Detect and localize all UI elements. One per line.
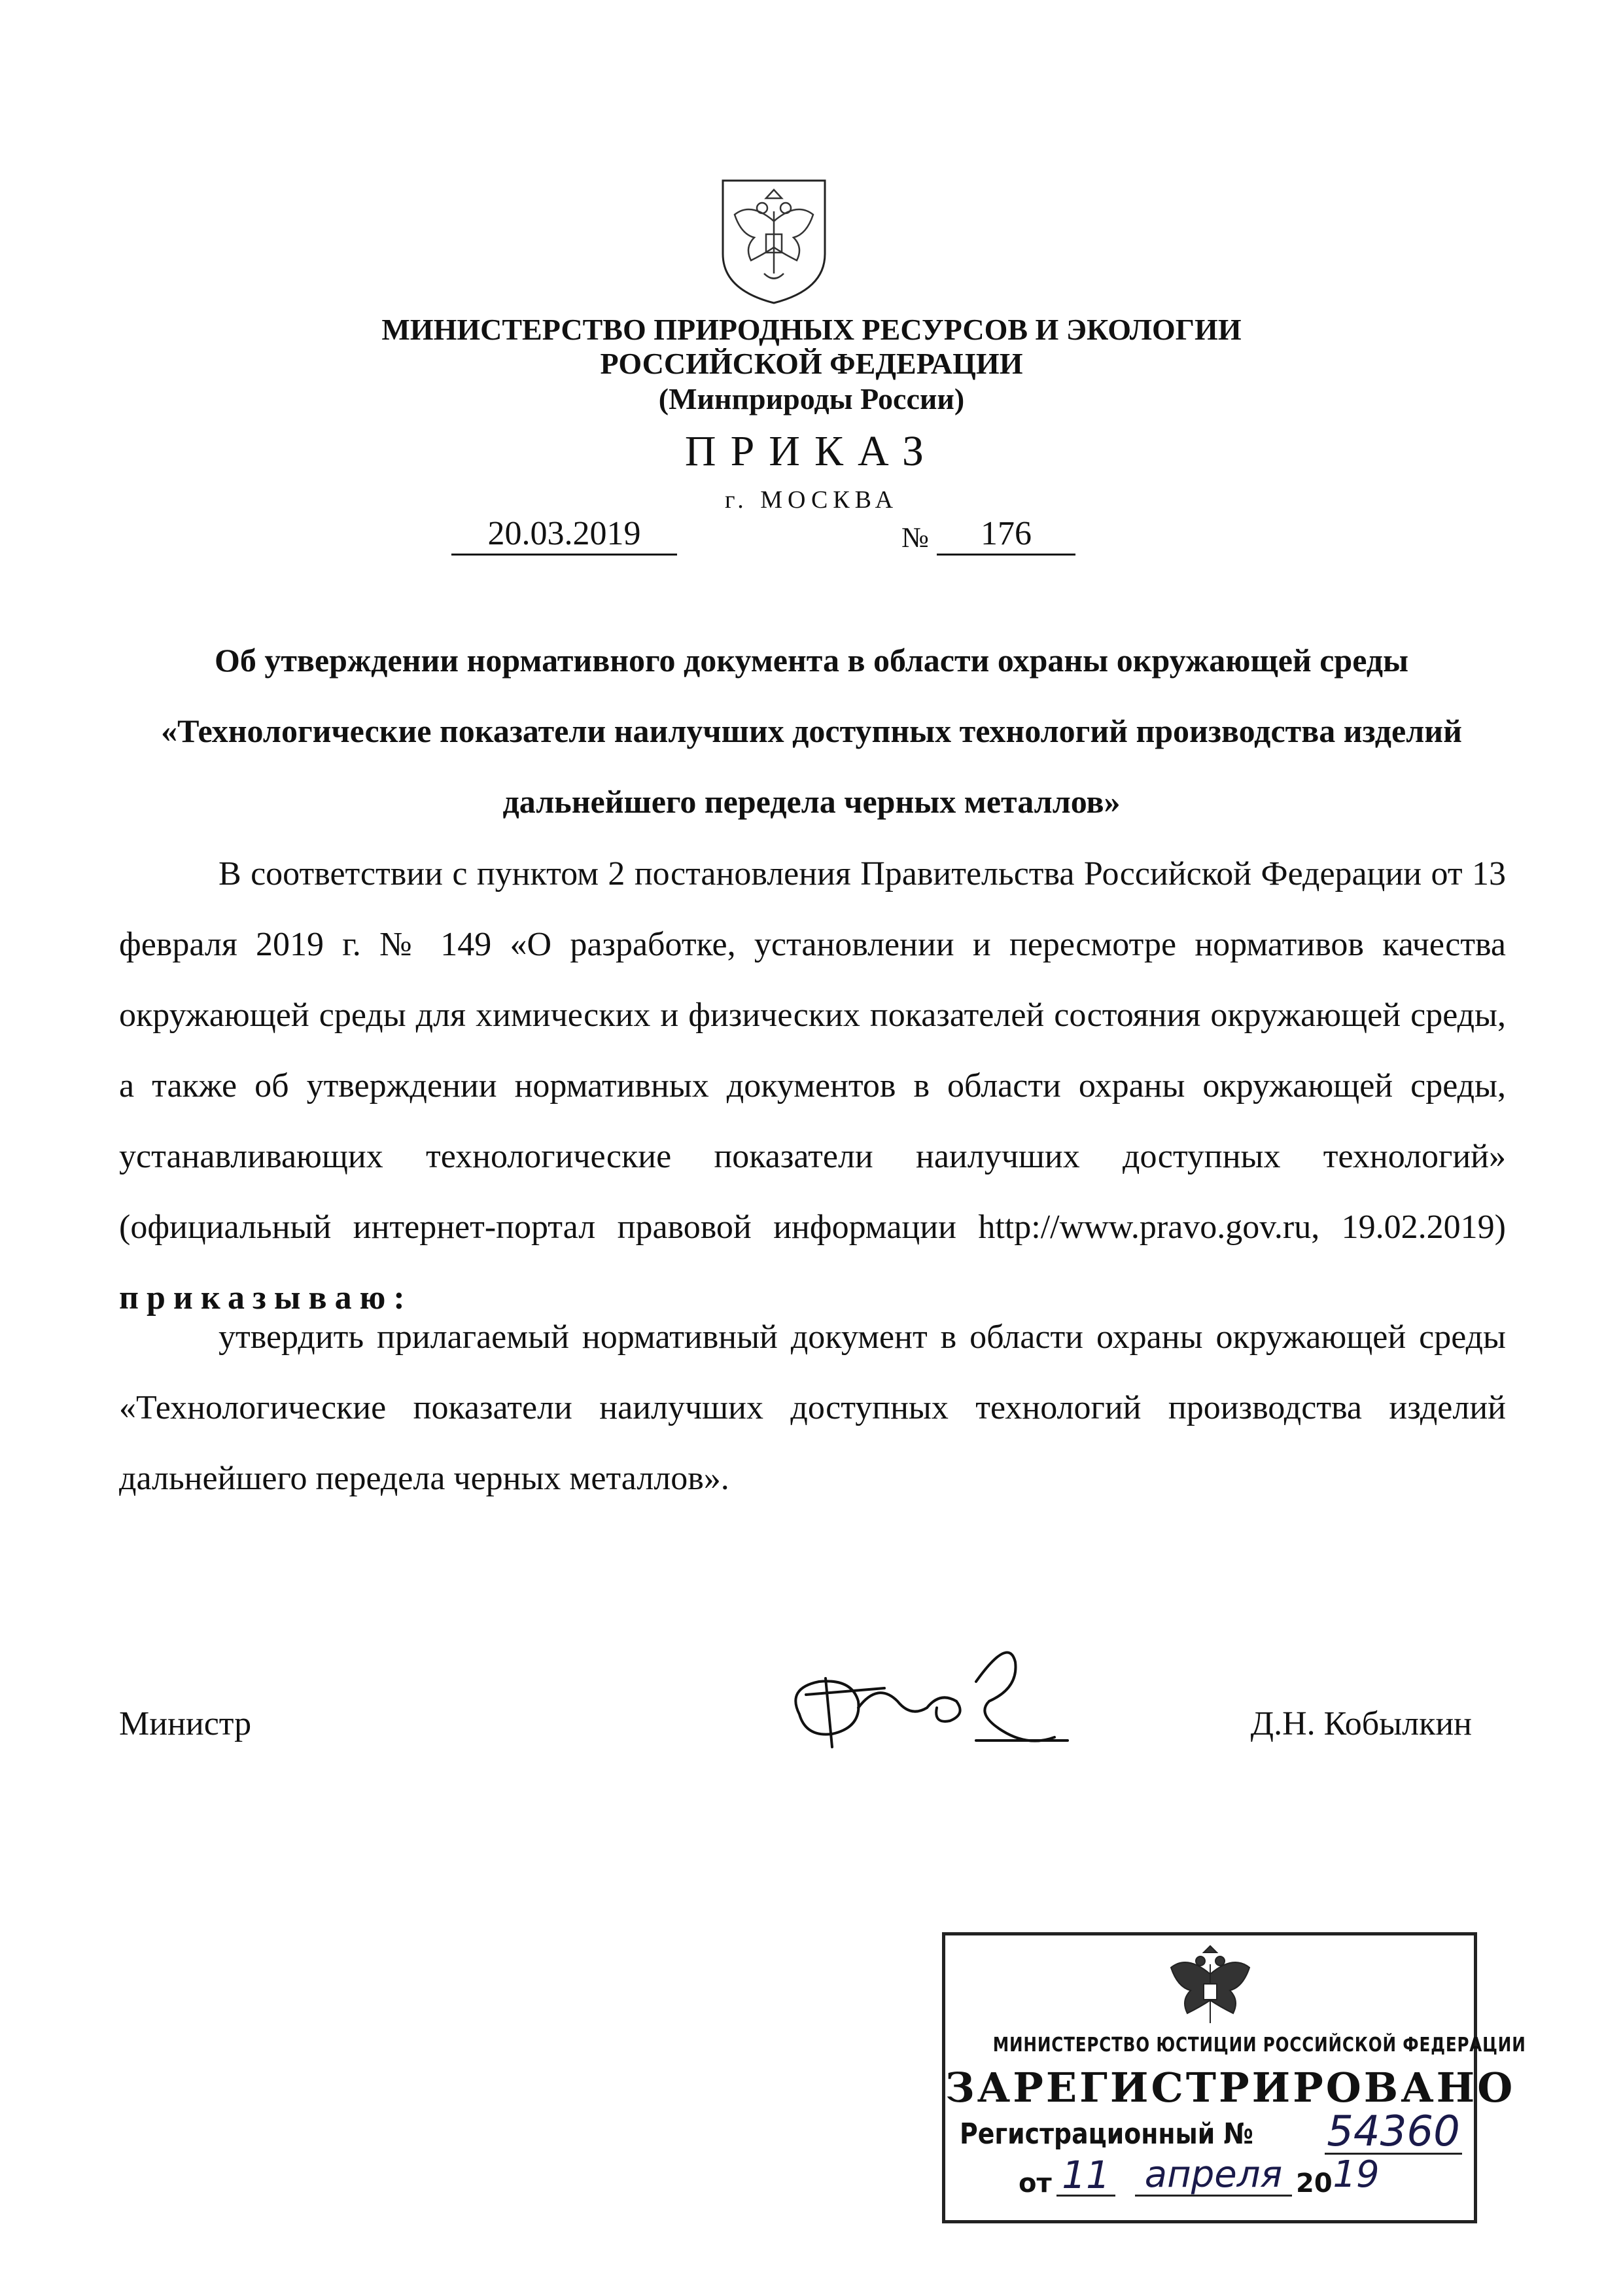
signer-name: Д.Н. Кобылкин: [1250, 1705, 1472, 1742]
ministry-short-name: (Минприроды России): [658, 382, 965, 415]
body-paragraph-2: утвердить прилагаемый нормативный документ в области охраны окружающей среды «Технологические показатели наилучших доступных технологий производства изделий дальнейшего передела черных металлов».: [119, 1318, 1506, 1497]
order-number-label: №: [901, 521, 929, 554]
registration-stamp: [942, 1932, 1526, 2223]
ministry-name-line1: МИНИСТЕРСТВО ПРИРОДНЫХ РЕСУРСОВ И ЭКОЛОГИИ: [381, 313, 1242, 346]
order-number: 176: [937, 514, 1075, 556]
order-word: приказываю:: [119, 1279, 413, 1316]
stamp-date-prefix: от: [1019, 2168, 1052, 2199]
document-type: ПРИКАЗ: [684, 427, 939, 475]
signature-icon: [780, 1616, 1074, 1767]
city: г. МОСКВА: [724, 486, 899, 514]
stamp-year-suffix: 19: [1333, 2153, 1380, 2196]
signer-role: Министр: [119, 1705, 252, 1742]
stamp-title: ЗАРЕГИСТРИРОВАНО: [945, 2064, 1516, 2111]
coat-of-arms-icon: [715, 175, 833, 306]
stamp-month: апреля: [1135, 2155, 1292, 2197]
order-heading: Об утверждении нормативного документа в области охраны окружающей среды «Технологические показатели наилучших доступных технологий производства изделий дальнейшего передела черных металлов»: [161, 642, 1462, 820]
stamp-day: 11: [1056, 2155, 1115, 2197]
paragraph-1-text: В соответствии с пунктом 2 постановления Правительства Российской Федерации от 13 февраля 2019 г. № 149 «О разработке, установлении и пересмотре нормативов качества окружающей среды для химических и физических показателей состояния окружающей среды, а также об утверждении нормативных документов в области охраны окружающей среды, устанавливающих технологические показатели наилучших доступных технологий» (официальный интернет-портал правовой информации http://www.pravo.gov.ru, 19.02.2019): [119, 855, 1506, 1246]
stamp-reg-label: Регистрационный №: [960, 2117, 1253, 2151]
ministry-name-line2: РОССИЙСКОЙ ФЕДЕРАЦИИ: [600, 347, 1023, 380]
stamp-year-prefix: 20: [1296, 2168, 1333, 2199]
order-date: 20.03.2019: [451, 514, 677, 556]
stamp-reg-number: 54360: [1325, 2111, 1462, 2155]
stamp-ministry: МИНИСТЕРСТВО ЮСТИЦИИ РОССИЙСКОЙ ФЕДЕРАЦИИ: [992, 2034, 1526, 2057]
body-paragraph-1: [119, 839, 1506, 1333]
stamp-coat-of-arms-icon: [1161, 1945, 1259, 2030]
